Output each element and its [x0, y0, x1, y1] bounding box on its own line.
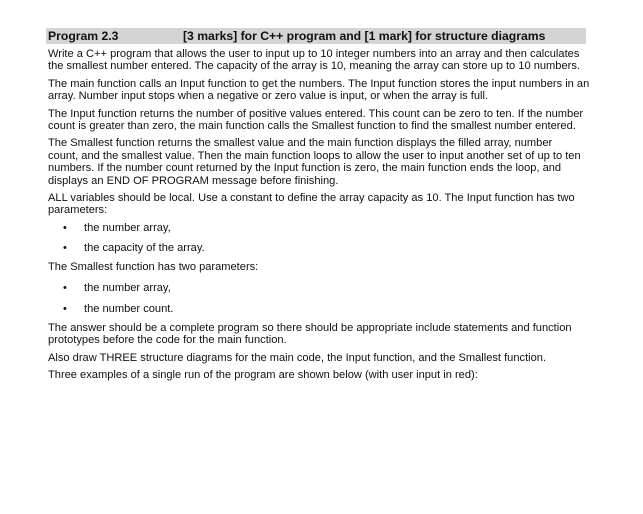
list-item-label: the number array, — [84, 221, 171, 234]
bullet-icon: • — [63, 302, 67, 315]
paragraph-complete-program: The answer should be a complete program so there should be appropriate include statements and function prototypes before the code for the main function. — [48, 321, 572, 347]
input-params-list — [46, 222, 594, 255]
list-item-label: the number array, — [84, 282, 171, 295]
list-item — [46, 282, 594, 294]
bullet-icon: • — [63, 221, 67, 234]
bullet-icon: • — [63, 282, 67, 295]
list-item-label: the capacity of the array. — [84, 242, 205, 255]
smallest-params-list — [46, 282, 594, 315]
paragraph-variables: ALL variables should be local. Use a constant to define the array capacity as 10. The Input function has two parameters: — [48, 192, 575, 217]
list-item — [46, 242, 594, 254]
paragraph-smallest-params: The Smallest function has two parameters: — [48, 260, 259, 273]
paragraph-overview: Write a C++ program that allows the user to input up to 10 integer numbers into an array and then calculates the smallest number entered. The capacity of the array is 10, meaning the array can store up to 10 numbers. — [48, 48, 580, 73]
list-item — [46, 222, 594, 234]
paragraph-smallest-function: The Smallest function returns the smallest value and the main function displays the filled array, number count, and the smallest value. Then the main function loops to allow the user to input another set of up to ten numbers. If the number count returned by the Input function is zero, the main function ends the loop, and displays an END OF PROGRAM message before finishing. — [48, 137, 581, 187]
paragraph-structure-diagrams: Also draw THREE structure diagrams for the main code, the Input function, and the Smallest function. — [48, 351, 547, 364]
list-item — [46, 303, 594, 315]
program-number: Program 2.3 — [48, 29, 119, 43]
assignment-document — [46, 28, 594, 382]
paragraph-input-return: The Input function returns the number of positive values entered. This count can be zero to ten. If the number count is greater than zero, the main function calls the Smallest function to find the smallest number entered. — [48, 107, 584, 133]
paragraph-examples: Three examples of a single run of the program are shown below (with user input in red): — [48, 369, 478, 382]
list-item-label: the number count. — [84, 302, 174, 315]
bullet-icon: • — [63, 242, 67, 255]
program-header — [46, 28, 586, 44]
marks-allocation: [3 marks] for C++ program and [1 mark] for structure diagrams — [183, 29, 546, 43]
paragraph-input-function: The main function calls an Input function to get the numbers. The Input function stores the input numbers in an array. Number input stops when a negative or zero value is input, or when the array is full. — [48, 77, 590, 103]
